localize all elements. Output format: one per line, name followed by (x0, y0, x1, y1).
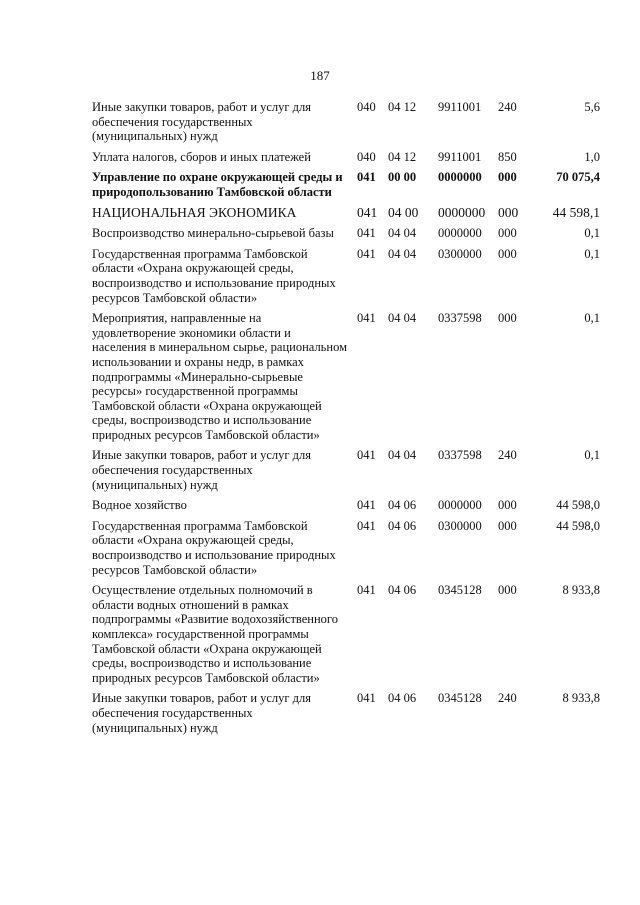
row-amount: 0,1 (584, 226, 600, 241)
row-ved-code: 041 (357, 204, 378, 220)
row-expense-type-code: 000 (498, 204, 519, 220)
row-name: Осуществление отдельных полномочий в области водных отношений в рамках подпрограммы «Развитие водохозяйственного комплекса» государственной программы Тамбовской области «Охрана окружающей среды, воспроизводство и использование природных ресурсов Тамбовской области» (92, 583, 338, 685)
table-row (92, 583, 600, 685)
row-name: Управление по охране окружающей среды и природопользованию Тамбовской области (92, 170, 343, 199)
row-expense-type-code: 000 (498, 226, 517, 241)
row-name: Иные закупки товаров, работ и услуг для обеспечения государственных (муниципальных) нужд (92, 100, 312, 144)
row-target-code: 9911001 (438, 100, 482, 114)
row-amount: 44 598,0 (556, 518, 600, 533)
table-row (92, 448, 600, 492)
row-section-code: 04 04 (388, 226, 417, 241)
row-target-code: 0000000 (438, 226, 482, 241)
row-ved-code: 041 (357, 518, 376, 533)
row-amount: 0,1 (584, 246, 600, 261)
row-section-code: 04 00 (388, 204, 419, 220)
row-amount: 44 598,1 (552, 204, 600, 220)
row-ved-code: 040 (357, 149, 376, 164)
row-target-code: 0345128 (438, 583, 482, 598)
row-section-code: 04 12 (388, 149, 417, 164)
table-row (92, 100, 600, 144)
row-section-code: 04 06 (388, 518, 417, 533)
row-amount: 8 933,8 (562, 583, 600, 598)
table-row (92, 311, 600, 442)
row-target-code: 0300000 (438, 246, 482, 261)
row-amount: 8 933,8 (562, 691, 600, 706)
row-target-code: 9911001 (438, 149, 482, 164)
row-target-code: 0000000 (438, 204, 486, 220)
row-name: Иные закупки товаров, работ и услуг для обеспечения государственных (муниципальных) нужд (92, 448, 312, 492)
row-name: Государственная программа Тамбовской области «Охрана окружающей среды, воспроизводство и использование природных ресурсов Тамбовской области» (92, 518, 336, 577)
row-expense-type-code: 240 (498, 448, 517, 463)
row-expense-type-code: 000 (498, 498, 517, 513)
row-section-code: 04 12 (388, 100, 417, 114)
row-ved-code: 040 (357, 100, 376, 114)
table-row (92, 247, 600, 305)
row-name: НАЦИОНАЛЬНАЯ ЭКОНОМИКА (92, 204, 297, 220)
row-name: Воспроизводство минерально-сырьевой базы (92, 226, 334, 241)
row-name: Иные закупки товаров, работ и услуг для обеспечения государственных (муниципальных) нужд (92, 691, 312, 735)
table-row (92, 226, 600, 241)
row-section-code: 04 06 (388, 691, 417, 706)
row-ved-code: 041 (357, 311, 376, 326)
table-row (92, 206, 600, 221)
row-expense-type-code: 000 (498, 311, 517, 326)
row-target-code: 0337598 (438, 311, 482, 326)
row-section-code: 00 00 (388, 170, 417, 185)
row-ved-code: 041 (357, 691, 376, 706)
row-amount: 70 075,4 (556, 170, 600, 185)
row-target-code: 0300000 (438, 518, 482, 533)
row-expense-type-code: 850 (498, 149, 517, 164)
row-expense-type-code: 240 (498, 100, 517, 114)
row-target-code: 0000000 (438, 170, 482, 185)
row-expense-type-code: 000 (498, 518, 517, 533)
row-target-code: 0337598 (438, 448, 482, 463)
table-row (92, 170, 600, 199)
row-name: Водное хозяйство (92, 498, 187, 513)
row-ved-code: 041 (357, 498, 376, 513)
row-amount: 0,1 (584, 311, 600, 326)
row-amount: 1,0 (584, 149, 600, 164)
row-section-code: 04 04 (388, 448, 417, 463)
row-ved-code: 041 (357, 246, 376, 261)
row-name: Государственная программа Тамбовской области «Охрана окружающей среды, воспроизводство и использование природных ресурсов Тамбовской области» (92, 246, 336, 305)
row-amount: 0,1 (584, 448, 600, 463)
page-number: 187 (310, 68, 330, 83)
table-row (92, 519, 600, 577)
row-expense-type-code: 000 (498, 170, 517, 185)
row-expense-type-code: 000 (498, 583, 517, 598)
row-ved-code: 041 (357, 226, 376, 241)
row-amount: 44 598,0 (556, 498, 600, 513)
row-amount: 5,6 (584, 100, 600, 114)
row-expense-type-code: 000 (498, 246, 517, 261)
row-section-code: 04 06 (388, 583, 417, 598)
table-row (92, 150, 600, 165)
row-target-code: 0000000 (438, 498, 482, 513)
row-ved-code: 041 (357, 583, 376, 598)
row-name: Уплата налогов, сборов и иных платежей (92, 149, 311, 164)
table-row (92, 691, 600, 735)
row-target-code: 0345128 (438, 691, 482, 706)
row-section-code: 04 06 (388, 498, 417, 513)
row-name: Мероприятия, направленные на удовлетворение экономики области и населения в минеральном сырье, рациональном использовании и охраны недр, в рамках подпрограммы «Минерально-сырьевые ресурсы» государственной программы Тамбовской области «Охрана окружающей среды, воспроизводство и использование природных ресурсов Тамбовской области» (92, 311, 347, 442)
row-section-code: 04 04 (388, 311, 417, 326)
row-ved-code: 041 (357, 170, 376, 185)
row-ved-code: 041 (357, 448, 376, 463)
row-section-code: 04 04 (388, 246, 417, 261)
table-row (92, 498, 600, 513)
budget-table (92, 100, 600, 741)
row-expense-type-code: 240 (498, 691, 517, 706)
